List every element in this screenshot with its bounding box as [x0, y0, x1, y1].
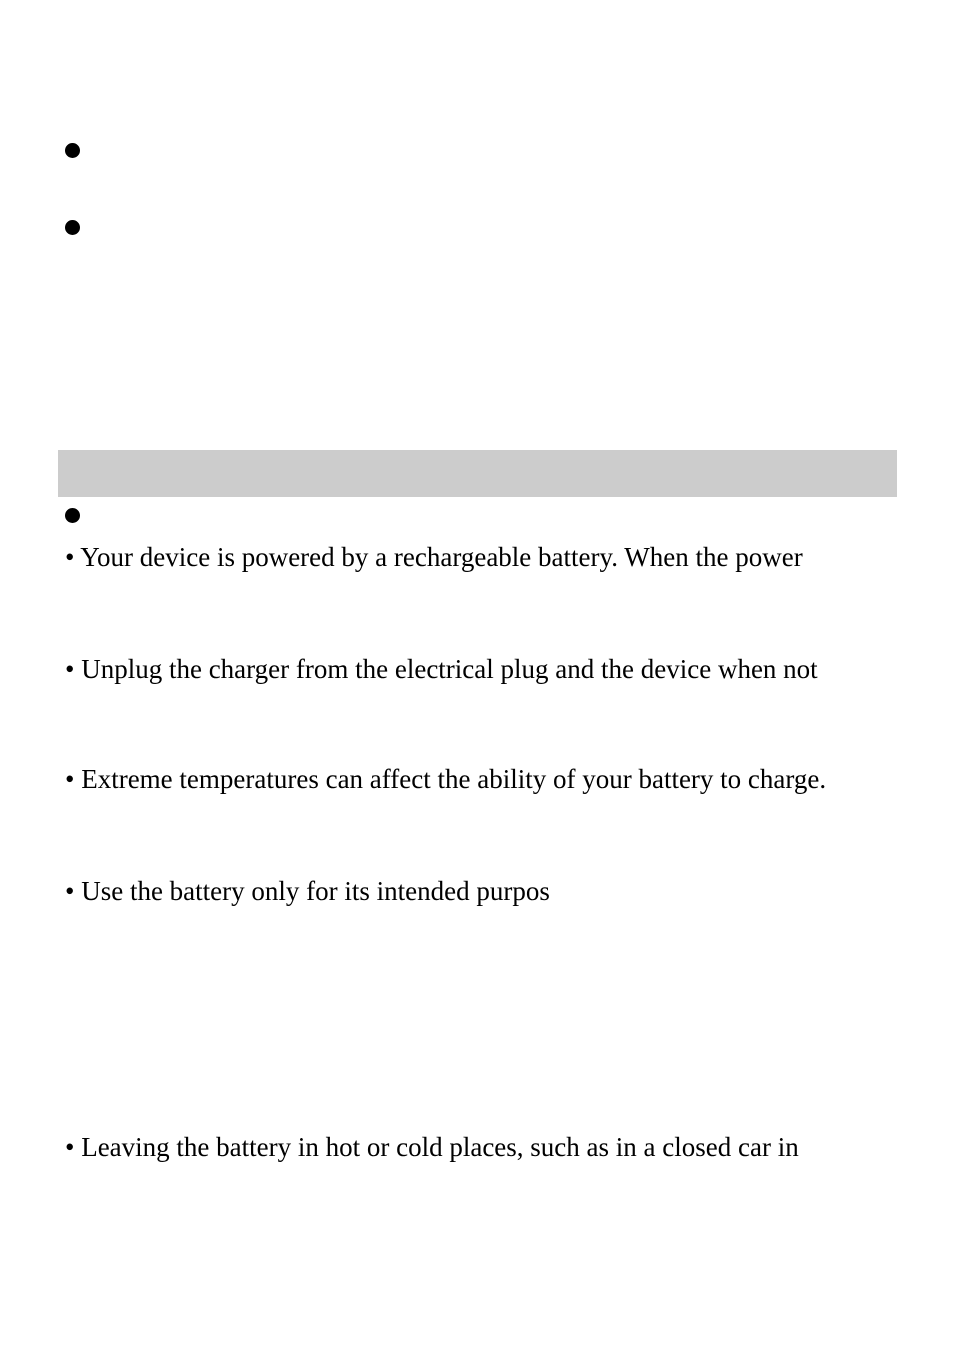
bullet-line-unplug-charger: • Unplug the charger from the electrical plug and the device when not	[65, 654, 818, 684]
bullet-dot-icon	[65, 220, 80, 235]
bullet-dot-icon	[65, 143, 80, 158]
section-header-bar	[58, 450, 897, 497]
bullet-line-hot-cold-places: • Leaving the battery in hot or cold places, such as in a closed car in	[65, 1132, 799, 1162]
bullet-line-battery-power: • Your device is powered by a rechargeable battery. When the power	[65, 542, 803, 572]
bullet-dot-icon	[65, 508, 80, 523]
bullet-line-extreme-temperatures: • Extreme temperatures can affect the ability of your battery to charge.	[65, 764, 827, 794]
bullet-line-intended-purpose: • Use the battery only for its intended purpos	[65, 876, 550, 906]
